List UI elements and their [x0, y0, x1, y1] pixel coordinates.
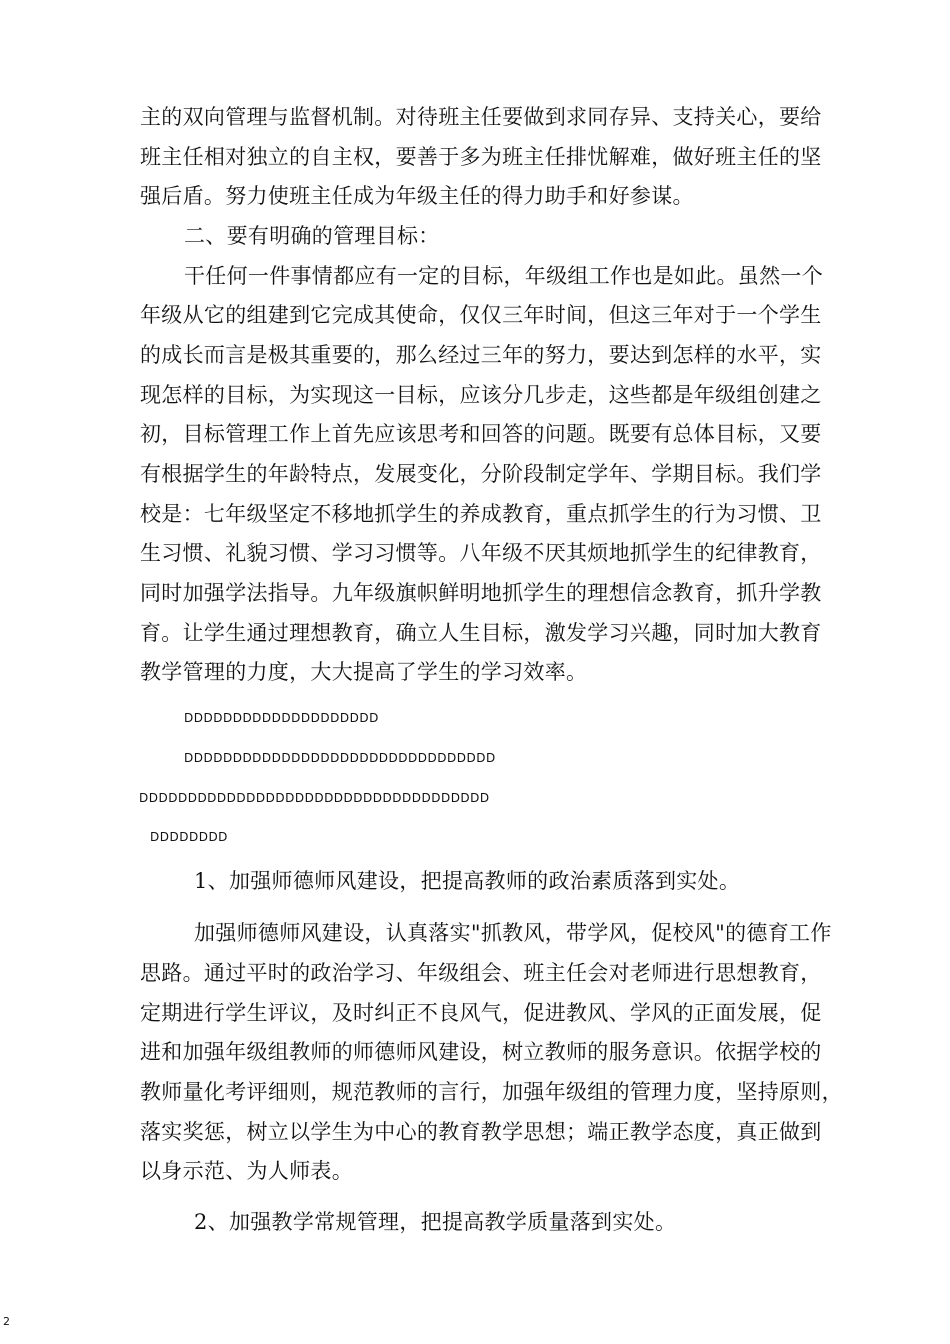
paragraph-line: 生习惯、礼貌习惯、学习习惯等。八年级不厌其烦地抓学生的纪律教育，	[140, 541, 822, 565]
paragraph-line: 以身示范、为人师表。	[140, 1159, 353, 1183]
paragraph-line: 同时加强学法指导。九年级旗帜鲜明地抓学生的理想信念教育，抓升学教	[140, 581, 822, 605]
missing-glyph-line: DDDDDDDDDDDDDDDDDDDDDDDDDDDDDDDDDDDD	[139, 791, 490, 805]
paragraph-line: 教师量化考评细则，规范教师的言行，加强年级组的管理力度，坚持原则，	[140, 1080, 843, 1104]
section-heading: 2、加强教学常规管理，把提高教学质量落到实处。	[194, 1210, 677, 1234]
paragraph-line: 进和加强年级组教师的师德师风建设，树立教师的服务意识。依据学校的	[140, 1040, 822, 1064]
section-heading: 1、加强师德师风建设，把提高教师的政治素质落到实处。	[194, 869, 741, 893]
paragraph-line: 班主任相对独立的自主权，要善于多为班主任排忧解难，做好班主任的坚	[140, 145, 822, 169]
paragraph-line: 教学管理的力度，大大提高了学生的学习效率。	[140, 660, 588, 684]
missing-glyph-line: DDDDDDDDDDDDDDDDDDDDDDDDDDDDDDDD	[184, 751, 496, 765]
paragraph-line: 落实奖惩，树立以学生为中心的教育教学思想；端正教学态度，真正做到	[140, 1120, 822, 1144]
missing-glyph-line: DDDDDDDDDDDDDDDDDDDD	[184, 711, 379, 725]
paragraph-line: 有根据学生的年龄特点，发展变化，分阶段制定学年、学期目标。我们学	[140, 462, 822, 486]
paragraph-line: 年级从它的组建到它完成其使命，仅仅三年时间，但这三年对于一个学生	[140, 303, 822, 327]
paragraph-line: 育。让学生通过理想教育，确立人生目标，激发学习兴趣，同时加大教育	[140, 621, 822, 645]
page-number: 2	[3, 1315, 10, 1328]
section-heading: 二、要有明确的管理目标：	[184, 224, 440, 248]
paragraph-line: 定期进行学生评议，及时纠正不良风气，促进教风、学风的正面发展，促	[140, 1001, 822, 1025]
paragraph-line: 干任何一件事情都应有一定的目标，年级组工作也是如此。虽然一个	[184, 264, 823, 288]
paragraph-line: 的成长而言是极其重要的，那么经过三年的努力，要达到怎样的水平，实	[140, 343, 822, 367]
paragraph-line: 主的双向管理与监督机制。对待班主任要做到求同存异、支持关心，要给	[140, 105, 822, 129]
paragraph-line: 初，目标管理工作上首先应该思考和回答的问题。既要有总体目标，又要	[140, 422, 822, 446]
paragraph-line: 强后盾。努力使班主任成为年级主任的得力助手和好参谋。	[140, 184, 694, 208]
missing-glyph-line: DDDDDDDD	[150, 830, 228, 844]
paragraph-line: 思路。通过平时的政治学习、年级组会、班主任会对老师进行思想教育，	[140, 961, 822, 985]
paragraph-line: 现怎样的目标，为实现这一目标，应该分几步走，这些都是年级组创建之	[140, 383, 822, 407]
paragraph-line: 校是：七年级坚定不移地抓学生的养成教育，重点抓学生的行为习惯、卫	[140, 502, 822, 526]
paragraph-line: 加强师德师风建设，认真落实"抓教风，带学风，促校风"的德育工作	[194, 921, 832, 945]
